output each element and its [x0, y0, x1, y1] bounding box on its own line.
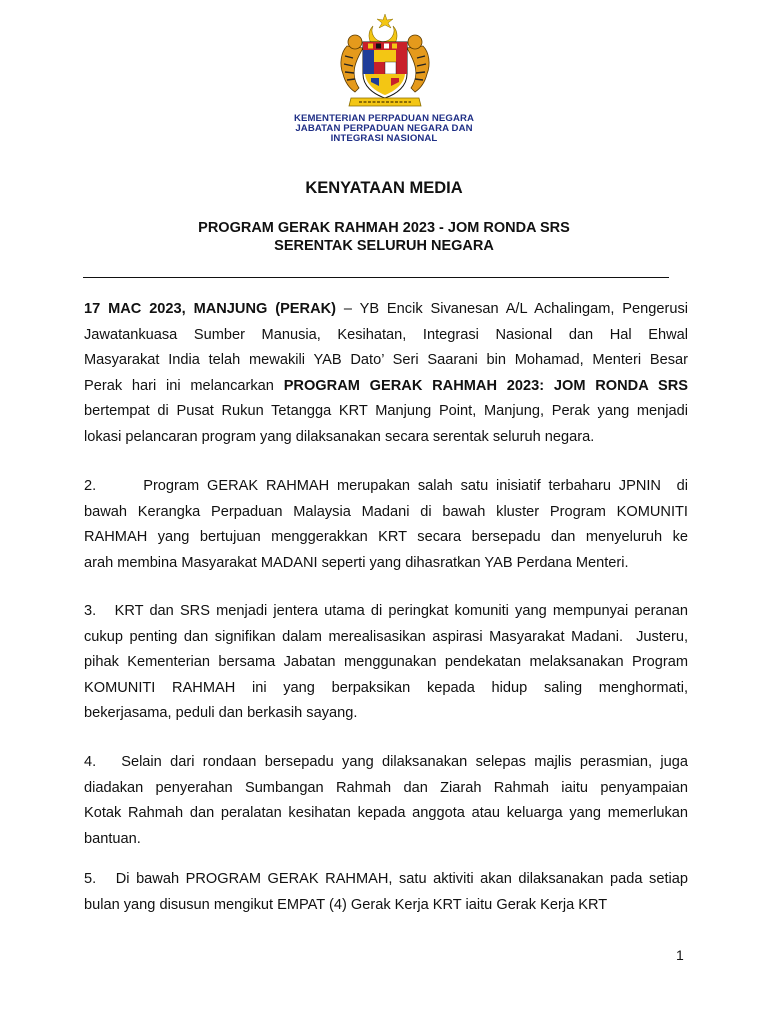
- paragraph-line: RAHMAH yang bertujuan menggerakkan KRT secara bersepadu dan menyeluruh ke: [84, 529, 688, 546]
- paragraph-line: cukup penting dan signifikan dalam merealisasikan aspirasi Masyarakat Madani. Justeru,: [84, 628, 688, 645]
- paragraph-line: KOMUNITI RAHMAH ini yang berpaksikan kepada hidup saling menghormati,: [84, 679, 688, 696]
- department-line-2: INTEGRASI NASIONAL: [330, 133, 438, 144]
- document-title: KENYATAAN MEDIA: [305, 179, 463, 197]
- subtitle-line-1: PROGRAM GERAK RAHMAH 2023 - JOM RONDA SRS: [198, 220, 570, 236]
- paragraph-line: bantuan.: [84, 830, 141, 847]
- paragraph-text: – YB Encik Sivanesan A/L Achalingam, Pengerusi: [336, 301, 688, 317]
- paragraph-line: pihak Kementerian bersama Jabatan menggunakan pendekatan melaksanakan Program: [84, 654, 688, 671]
- page-number: 1: [676, 947, 684, 963]
- ministry-name-block: [0, 114, 768, 144]
- paragraph-line: 2. Program GERAK RAHMAH merupakan salah satu inisiatif terbaharu JPNIN di: [84, 478, 688, 494]
- paragraph-line: Jawatankuasa Sumber Manusia, Kesihatan, Integrasi Nasional dan Hal Ehwal: [84, 326, 688, 343]
- paragraph-line: bawah Kerangka Perpaduan Malaysia Madani di bawah kluster Program KOMUNITI: [84, 503, 688, 520]
- paragraph-1: [84, 297, 688, 451]
- department-line: JABATAN PERPADUAN NEGARA DAN: [295, 123, 473, 134]
- malaysia-coat-of-arms-emblem: [333, 12, 437, 112]
- paragraph-line: bertempat di Pusat Rukun Tetangga KRT Manjung Point, Manjung, Perak yang menjadi: [84, 403, 688, 420]
- paragraph-4: [84, 750, 688, 852]
- dateline: 17 MAC 2023, MANJUNG (PERAK): [84, 301, 337, 317]
- paragraph-text: Perak hari ini melancarkan: [84, 377, 284, 394]
- paragraph-line: diadakan penyerahan Sumbangan Rahmah dan Ziarah Rahmah iaitu penyampaian: [84, 779, 688, 796]
- paragraph-line: 3. KRT dan SRS menjadi jentera utama di peringkat komuniti yang mempunyai peranan: [84, 603, 688, 619]
- subtitle-line-2: SERENTAK SELURUH NEGARA: [274, 238, 494, 254]
- ministry-line: KEMENTERIAN PERPADUAN NEGARA: [293, 113, 475, 124]
- program-name: PROGRAM GERAK RAHMAH 2023: JOM RONDA SRS: [283, 377, 688, 394]
- paragraph-line: bulan yang disusun mengikut EMPAT (4) Gerak Kerja KRT iaitu Gerak Kerja KRT: [84, 896, 608, 913]
- paragraph-line: bekerjasama, peduli dan berkasih sayang.: [84, 705, 358, 722]
- header-divider: [83, 277, 669, 278]
- paragraph-line: arah membina Masyarakat MADANI seperti yang dihasratkan YAB Perdana Menteri.: [84, 554, 629, 571]
- paragraph-line: lokasi pelancaran program yang dilaksanakan secara serentak seluruh negara.: [84, 428, 595, 445]
- paragraph-line: Masyarakat India telah mewakili YAB Dato’ Seri Saarani bin Mohamad, Menteri Besar: [84, 352, 688, 369]
- paragraph-line: Kotak Rahmah dan peralatan kesihatan kepada anggota atau keluarga yang memerlukan: [84, 805, 688, 822]
- paragraph-2: [84, 474, 688, 576]
- paragraph-5: [84, 867, 688, 918]
- document-subtitle: [0, 219, 768, 255]
- paragraph-line: 4. Selain dari rondaan bersepadu yang dilaksanakan selepas majlis perasmian, juga: [84, 754, 688, 770]
- paragraph-3: [84, 599, 688, 727]
- paragraph-line: [84, 297, 688, 323]
- paragraph-line: [84, 374, 688, 400]
- paragraph-line: 5. Di bawah PROGRAM GERAK RAHMAH, satu aktiviti akan dilaksanakan pada setiap: [84, 871, 688, 887]
